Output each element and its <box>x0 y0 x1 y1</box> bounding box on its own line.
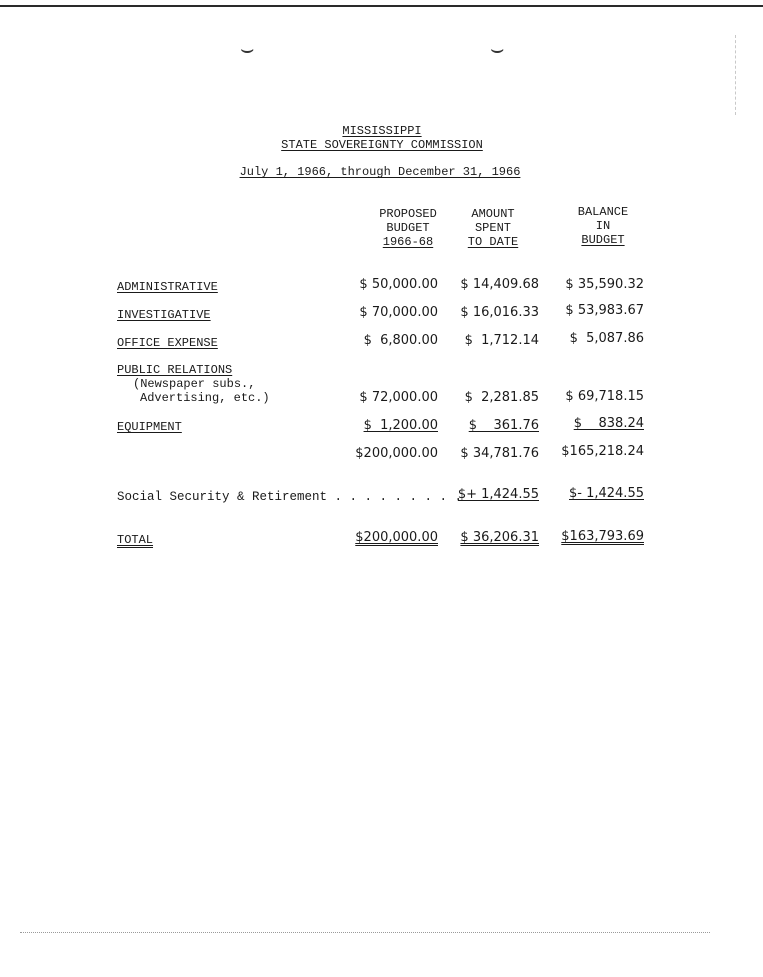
social-security-balance: $- 1,424.55 <box>569 486 644 501</box>
equipment-proposed: $ 1,200.00 <box>363 418 438 433</box>
public-relations-note-2: Advertising, etc.) <box>140 391 270 405</box>
office-expense-proposed: $ 6,800.00 <box>363 333 438 348</box>
punch-mark-right: ⌣ <box>490 38 505 63</box>
bottom-dotted-rule <box>20 932 710 933</box>
public-relations-note-1: (Newspaper subs., <box>133 377 256 391</box>
total-balance: $163,793.69 <box>561 529 644 544</box>
page-edge-mark <box>735 35 736 115</box>
public-relations-proposed: $ 72,000.00 <box>359 390 438 405</box>
report-period: July 1, 1966, through December 31, 1966 <box>239 165 521 179</box>
top-rule <box>0 5 763 7</box>
administrative-proposed: $ 50,000.00 <box>359 277 438 292</box>
row-label-investigative: INVESTIGATIVE <box>117 308 211 322</box>
header-title-line2: STATE SOVEREIGNTY COMMISSION <box>281 138 483 152</box>
row-label-public-relations: PUBLIC RELATIONS <box>117 363 233 377</box>
investigative-spent: $ 16,016.33 <box>460 305 539 320</box>
investigative-proposed: $ 70,000.00 <box>359 305 438 320</box>
administrative-balance: $ 35,590.32 <box>565 277 644 292</box>
office-expense-spent: $ 1,712.14 <box>464 333 539 348</box>
subtotal-balance: $165,218.24 <box>561 444 644 459</box>
social-security-label: Social Security & Retirement . . . . . . . . . <box>117 490 463 504</box>
social-security-spent: $+ 1,424.55 <box>457 487 539 502</box>
office-expense-balance: $ 5,087.86 <box>569 331 644 346</box>
equipment-balance: $ 838.24 <box>573 416 644 431</box>
equipment-spent: $ 361.76 <box>468 418 539 433</box>
total-label: TOTAL <box>117 533 154 547</box>
administrative-spent: $ 14,409.68 <box>460 277 539 292</box>
total-spent: $ 36,206.31 <box>460 530 539 545</box>
row-label-administrative: ADMINISTRATIVE <box>117 280 218 294</box>
total-proposed: $200,000.00 <box>355 530 438 545</box>
subtotal-proposed: $200,000.00 <box>355 446 438 461</box>
public-relations-balance: $ 69,718.15 <box>565 389 644 404</box>
header-title-line1: MISSISSIPPI <box>342 124 422 138</box>
investigative-balance: $ 53,983.67 <box>565 303 644 318</box>
row-label-office-expense: OFFICE EXPENSE <box>117 336 218 350</box>
punch-mark-left: ⌣ <box>240 38 255 63</box>
row-label-equipment: EQUIPMENT <box>117 420 182 434</box>
subtotal-spent: $ 34,781.76 <box>460 446 539 461</box>
col-header-proposed: PROPOSED BUDGET 1966-68 <box>379 207 437 249</box>
col-header-balance: BALANCE IN BUDGET <box>577 205 629 247</box>
public-relations-spent: $ 2,281.85 <box>464 390 539 405</box>
col-header-spent: AMOUNT SPENT TO DATE <box>467 207 519 249</box>
